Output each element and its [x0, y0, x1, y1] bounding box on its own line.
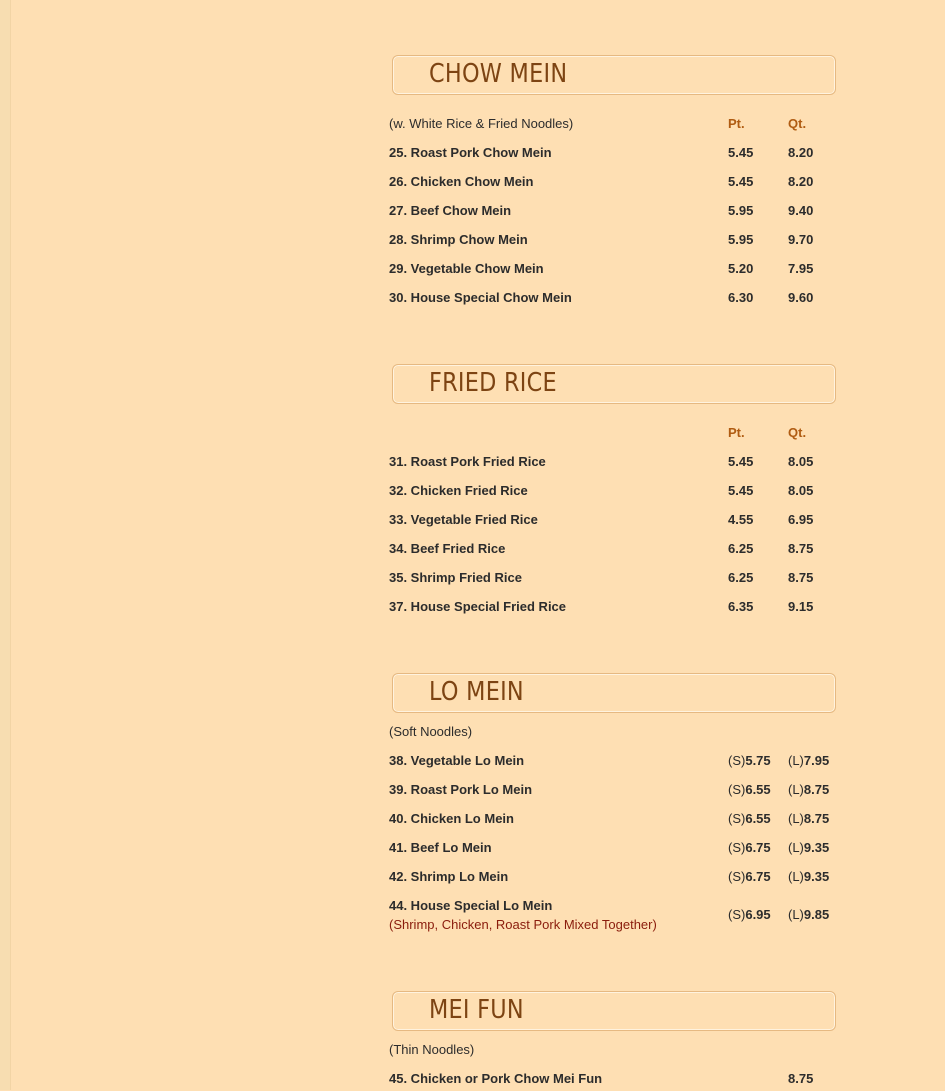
- section-header-row: [389, 724, 849, 744]
- quart-column-header: Qt.: [788, 425, 807, 440]
- section-note: (Soft Noodles): [389, 724, 473, 739]
- item-name: 44. House Special Lo Mein: [389, 898, 553, 913]
- menu-item: [389, 232, 849, 252]
- item-name: 26. Chicken Chow Mein: [389, 174, 534, 189]
- item-pint-price: 5.95: [728, 203, 754, 218]
- menu-item: [389, 1071, 849, 1091]
- section-heading-box: [392, 991, 836, 1031]
- item-quart-price: 7.95: [788, 261, 814, 276]
- menu-item: [389, 145, 849, 165]
- menu-item: [389, 541, 849, 561]
- menu-item: [389, 290, 849, 310]
- large-size-prefix: (L): [788, 782, 804, 797]
- item-name: 28. Shrimp Chow Mein: [389, 232, 528, 247]
- item-pint-price: 5.45: [728, 454, 754, 469]
- item-name: 33. Vegetable Fried Rice: [389, 512, 538, 527]
- item-name: 39. Roast Pork Lo Mein: [389, 782, 533, 797]
- small-size-prefix: (S): [728, 782, 746, 797]
- item-pint-price: 6.25: [728, 570, 754, 585]
- item-name: 35. Shrimp Fried Rice: [389, 570, 522, 585]
- item-name: 41. Beef Lo Mein: [389, 840, 492, 855]
- section-header-row: [389, 116, 849, 136]
- item-small-price: [728, 811, 771, 826]
- menu-item: [389, 454, 849, 474]
- large-size-prefix: (L): [788, 907, 804, 922]
- section-title: MEI FUN: [429, 995, 524, 1025]
- section-title: LO MEIN: [429, 677, 524, 707]
- item-large-price: [788, 753, 829, 768]
- item-small-price: [728, 782, 771, 797]
- small-price-value: 5.75: [745, 753, 771, 768]
- large-price-value: 8.75: [803, 782, 830, 797]
- item-quart-price: 8.75: [788, 541, 814, 556]
- section-title: FRIED RICE: [429, 368, 557, 398]
- item-name: 30. House Special Chow Mein: [389, 290, 572, 305]
- menu-item: [389, 483, 849, 503]
- large-price-value: 9.35: [803, 840, 830, 855]
- item-quart-price: 8.20: [788, 174, 814, 189]
- item-small-price: [728, 907, 771, 922]
- large-price-value: 9.35: [803, 869, 830, 884]
- item-quart-price: 8.05: [788, 483, 814, 498]
- item-pint-price: 6.35: [728, 599, 754, 614]
- large-size-prefix: (L): [788, 869, 804, 884]
- item-pint-price: 5.45: [728, 174, 754, 189]
- item-quart-price: 9.40: [788, 203, 814, 218]
- small-size-prefix: (S): [728, 753, 746, 768]
- small-price-value: 6.75: [745, 840, 771, 855]
- large-size-prefix: (L): [788, 840, 804, 855]
- item-name: 37. House Special Fried Rice: [389, 599, 567, 614]
- item-pint-price: 4.55: [728, 512, 754, 527]
- menu-item: [389, 203, 849, 223]
- item-name: 40. Chicken Lo Mein: [389, 811, 514, 826]
- item-quart-price: 6.95: [788, 512, 814, 527]
- menu-item: [389, 570, 849, 590]
- item-name: 38. Vegetable Lo Mein: [389, 753, 525, 768]
- quart-column-header: Qt.: [788, 116, 807, 131]
- left-margin-strip: [0, 0, 11, 1090]
- menu-item: [389, 811, 849, 831]
- small-price-value: 6.55: [745, 811, 771, 826]
- pint-column-header: Pt.: [728, 116, 745, 131]
- menu-item: [389, 261, 849, 281]
- section-title: CHOW MEIN: [429, 59, 568, 89]
- item-pint-price: 5.20: [728, 261, 754, 276]
- item-name: 45. Chicken or Pork Chow Mei Fun: [389, 1071, 603, 1086]
- large-size-prefix: (L): [788, 753, 804, 768]
- item-quart-price: 9.15: [788, 599, 814, 614]
- item-quart-price: 9.60: [788, 290, 814, 305]
- section-note: (Thin Noodles): [389, 1042, 475, 1057]
- item-large-price: [788, 840, 829, 855]
- menu-item: [389, 174, 849, 194]
- small-price-value: 6.55: [745, 782, 771, 797]
- item-name: 29. Vegetable Chow Mein: [389, 261, 544, 276]
- large-size-prefix: (L): [788, 811, 804, 826]
- item-small-price: [728, 753, 771, 768]
- menu-item: [389, 869, 849, 889]
- menu-item: [389, 753, 849, 773]
- item-pint-price: 5.95: [728, 232, 754, 247]
- large-price-value: 7.95: [803, 753, 830, 768]
- item-small-price: [728, 869, 771, 884]
- section-header-row: [389, 425, 849, 445]
- item-quart-price: 8.20: [788, 145, 814, 160]
- section-heading-box: [392, 673, 836, 713]
- item-pint-price: 6.25: [728, 541, 754, 556]
- section-note: (w. White Rice & Fried Noodles): [389, 116, 574, 131]
- item-large-price: [788, 782, 829, 797]
- section-header-row: [389, 1042, 849, 1062]
- large-price-value: 9.85: [803, 907, 830, 922]
- item-pint-price: 6.30: [728, 290, 754, 305]
- item-name: 34. Beef Fried Rice: [389, 541, 506, 556]
- item-pint-price: 5.45: [728, 483, 754, 498]
- section-heading-box: [392, 55, 836, 95]
- small-size-prefix: (S): [728, 869, 746, 884]
- item-quart-price: 8.75: [788, 570, 814, 585]
- item-pint-price: 5.45: [728, 145, 754, 160]
- small-size-prefix: (S): [728, 840, 746, 855]
- item-quart-price: 9.70: [788, 232, 814, 247]
- item-large-price: [788, 811, 829, 826]
- item-quart-price: 8.05: [788, 454, 814, 469]
- menu-item: [389, 840, 849, 860]
- menu-item: [389, 512, 849, 532]
- item-name: 27. Beef Chow Mein: [389, 203, 512, 218]
- item-price: 8.75: [788, 1071, 814, 1086]
- item-description: (Shrimp, Chicken, Roast Pork Mixed Together): [389, 917, 657, 932]
- small-size-prefix: (S): [728, 811, 746, 826]
- item-name: 25. Roast Pork Chow Mein: [389, 145, 552, 160]
- item-large-price: [788, 869, 829, 884]
- item-large-price: [788, 907, 829, 922]
- small-price-value: 6.95: [745, 907, 771, 922]
- small-price-value: 6.75: [745, 869, 771, 884]
- small-size-prefix: (S): [728, 907, 746, 922]
- item-small-price: [728, 840, 771, 855]
- menu-item: [389, 782, 849, 802]
- pint-column-header: Pt.: [728, 425, 745, 440]
- menu-item: [389, 599, 849, 619]
- section-heading-box: [392, 364, 836, 404]
- menu-item: [389, 898, 849, 938]
- item-name: 32. Chicken Fried Rice: [389, 483, 528, 498]
- item-name: 42. Shrimp Lo Mein: [389, 869, 509, 884]
- item-name: 31. Roast Pork Fried Rice: [389, 454, 546, 469]
- large-price-value: 8.75: [803, 811, 830, 826]
